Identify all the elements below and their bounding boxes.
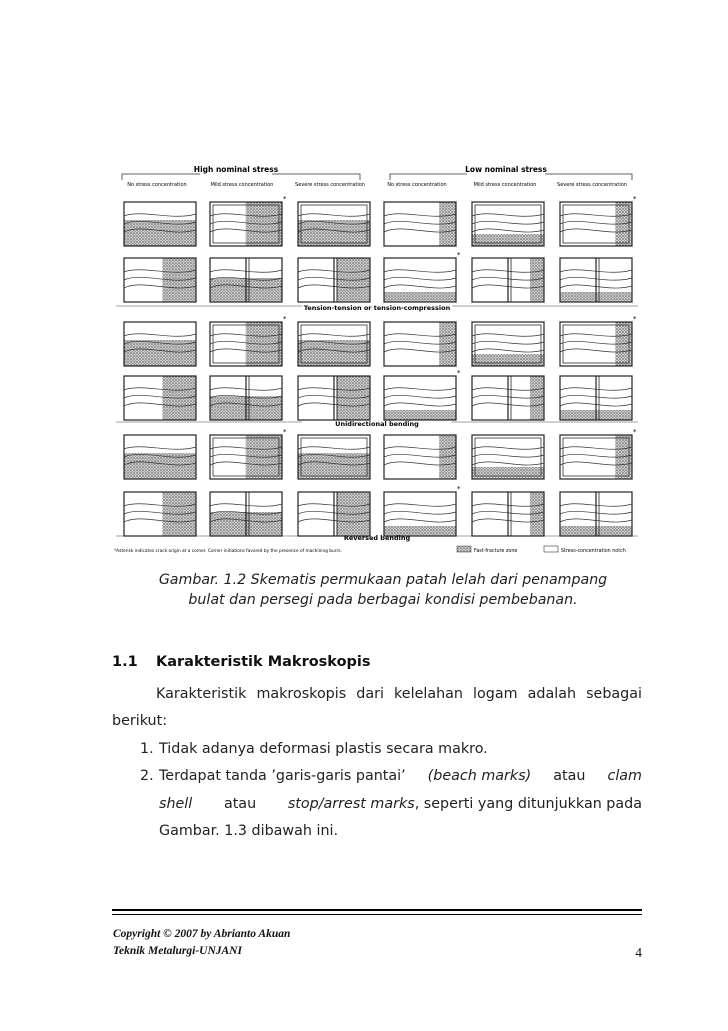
cell-r4-c4-asterisk: * bbox=[457, 369, 461, 377]
col-label-4: No stress concentration bbox=[387, 182, 447, 188]
list-item-2-text-h: , seperti yang ditunjukkan pada bbox=[414, 796, 642, 812]
cell-r5-c2-asterisk: * bbox=[283, 428, 287, 436]
header-low-stress: Low nominal stress bbox=[465, 165, 547, 174]
list-item-2-beach-marks: (beach marks) bbox=[427, 768, 532, 784]
legend-note: *Asterisk indicates crack origin at a corner. Corner initiations favored by the presence of machining burrs. bbox=[114, 549, 342, 554]
cell-r6-c4-beach-mark-3 bbox=[384, 519, 456, 522]
paragraph-line-2: berikut: bbox=[112, 713, 168, 729]
caption-line-2: bulat dan persegi pada berbagai kondisi pembebanan. bbox=[188, 592, 578, 608]
cell-r2-c4-asterisk: * bbox=[457, 251, 461, 259]
col-label-2: Mild stress concentration bbox=[210, 182, 274, 188]
list-item-1-number: 1. bbox=[140, 741, 154, 757]
cell-r2-c4-beach-mark-3 bbox=[384, 285, 456, 288]
header-bracket-low bbox=[390, 174, 632, 180]
col-label-6: Severe stress concentration bbox=[557, 182, 627, 188]
cell-r3-c1-beach-mark-1 bbox=[124, 334, 196, 337]
cell-r1-c1-beach-mark-1 bbox=[124, 214, 196, 217]
cell-r5-c3-beach-mark-1 bbox=[298, 447, 370, 450]
cell-r1-c5-beach-mark-2 bbox=[472, 221, 544, 224]
legend-fast: Fast-fracture zone bbox=[474, 549, 518, 554]
header-high-stress: High nominal stress bbox=[193, 165, 279, 174]
band-reversed: Reversed bending bbox=[343, 534, 411, 542]
cell-r5-c1-beach-mark-1 bbox=[124, 447, 196, 450]
cell-r4-c4-shade bbox=[384, 410, 456, 420]
cell-r3-c5-beach-mark-3 bbox=[472, 349, 544, 352]
cell-r4-c4-beach-mark-1 bbox=[384, 388, 456, 391]
page-number: 4 bbox=[635, 945, 642, 960]
cell-r1-c5-beach-mark-1 bbox=[472, 214, 544, 217]
cell-r3-c5-shade bbox=[472, 354, 544, 366]
cell-r5-c5-beach-mark-2 bbox=[472, 454, 544, 457]
cell-r5-c5-shade bbox=[472, 467, 544, 479]
col-label-5: Mild stress concentration bbox=[473, 182, 537, 188]
cell-r1-c6-asterisk: * bbox=[633, 195, 637, 203]
cell-r6-c4-asterisk: * bbox=[457, 485, 461, 493]
cell-r1-c3-beach-mark-1 bbox=[298, 214, 370, 217]
cell-r3-c6-asterisk: * bbox=[633, 315, 637, 323]
section-title: Karakteristik Makroskopis bbox=[156, 654, 371, 670]
cell-r3-c5-beach-mark-1 bbox=[472, 334, 544, 337]
list-item-2-stop-arrest: stop/arrest marks bbox=[287, 796, 415, 812]
cell-r1-c5-shade bbox=[472, 234, 544, 246]
cell-r5-c5-beach-mark-3 bbox=[472, 462, 544, 465]
list-item-2-clam: clam bbox=[607, 768, 642, 784]
fracture-schematic-grid bbox=[112, 160, 642, 560]
cell-r2-c4-shade bbox=[384, 292, 456, 302]
cell-r3-c2-asterisk: * bbox=[283, 315, 287, 323]
legend-notch-swatch bbox=[544, 546, 558, 552]
footer-rule-thin bbox=[112, 914, 642, 915]
fatigue-fracture-figure bbox=[112, 160, 642, 560]
cell-r1-c5-beach-mark-3 bbox=[472, 229, 544, 232]
paragraph-line-1: Karakteristik makroskopis dari kelelahan logam adalah sebagai bbox=[156, 686, 642, 702]
cell-r5-c5-beach-mark-1 bbox=[472, 447, 544, 450]
legend-notch: Stress-concentration notch bbox=[561, 549, 626, 554]
cell-r4-c4-beach-mark-3 bbox=[384, 403, 456, 406]
cell-r6-c4-beach-mark-1 bbox=[384, 504, 456, 507]
list-item-2-shell: shell bbox=[159, 796, 193, 812]
section-heading bbox=[112, 654, 371, 670]
cell-r6-c4-beach-mark-2 bbox=[384, 511, 456, 514]
cell-r1-c2-asterisk: * bbox=[283, 195, 287, 203]
caption-line-1: Gambar. 1.2 Skematis permukaan patah lelah dari penampang bbox=[158, 572, 608, 588]
header-bracket-high bbox=[122, 174, 360, 180]
cell-r2-c4-beach-mark-2 bbox=[384, 277, 456, 280]
list-item-2-atau-2: atau bbox=[223, 796, 257, 812]
footer-rule-thick bbox=[112, 909, 642, 911]
section-number: 1.1 bbox=[112, 654, 138, 670]
cell-r4-c4-beach-mark-2 bbox=[384, 395, 456, 398]
band-tension: Tension-tension or tension-compression bbox=[303, 304, 451, 312]
legend-fast-swatch bbox=[457, 546, 471, 552]
col-label-3: Severe stress concentration bbox=[295, 182, 365, 188]
footer-copyright: Copyright © 2007 by Abrianto Akuan bbox=[113, 928, 291, 940]
cell-r2-c4-beach-mark-1 bbox=[384, 270, 456, 273]
band-unidirectional: Unidirectional bending bbox=[335, 420, 419, 428]
footer-department: Teknik Metalurgi-UNJANI bbox=[113, 945, 242, 957]
list-item-2-atau-1: atau bbox=[553, 768, 586, 784]
list-item-2-text-a: Terdapat tanda ’garis-garis pantai’ bbox=[159, 768, 406, 784]
list-item-2-line-3: Gambar. 1.3 dibawah ini. bbox=[159, 823, 339, 839]
cell-r3-c5-beach-mark-2 bbox=[472, 341, 544, 344]
cell-r5-c6-asterisk: * bbox=[633, 428, 637, 436]
list-item-2-line-2 bbox=[159, 796, 642, 812]
col-label-1: No stress concentration bbox=[127, 182, 187, 188]
list-item-2-line-1 bbox=[159, 768, 642, 784]
cell-r3-c3-beach-mark-1 bbox=[298, 334, 370, 337]
list-item-1-text: Tidak adanya deformasi plastis secara makro. bbox=[159, 741, 488, 757]
list-item-2-number: 2. bbox=[140, 768, 154, 784]
figure-caption bbox=[118, 570, 648, 610]
